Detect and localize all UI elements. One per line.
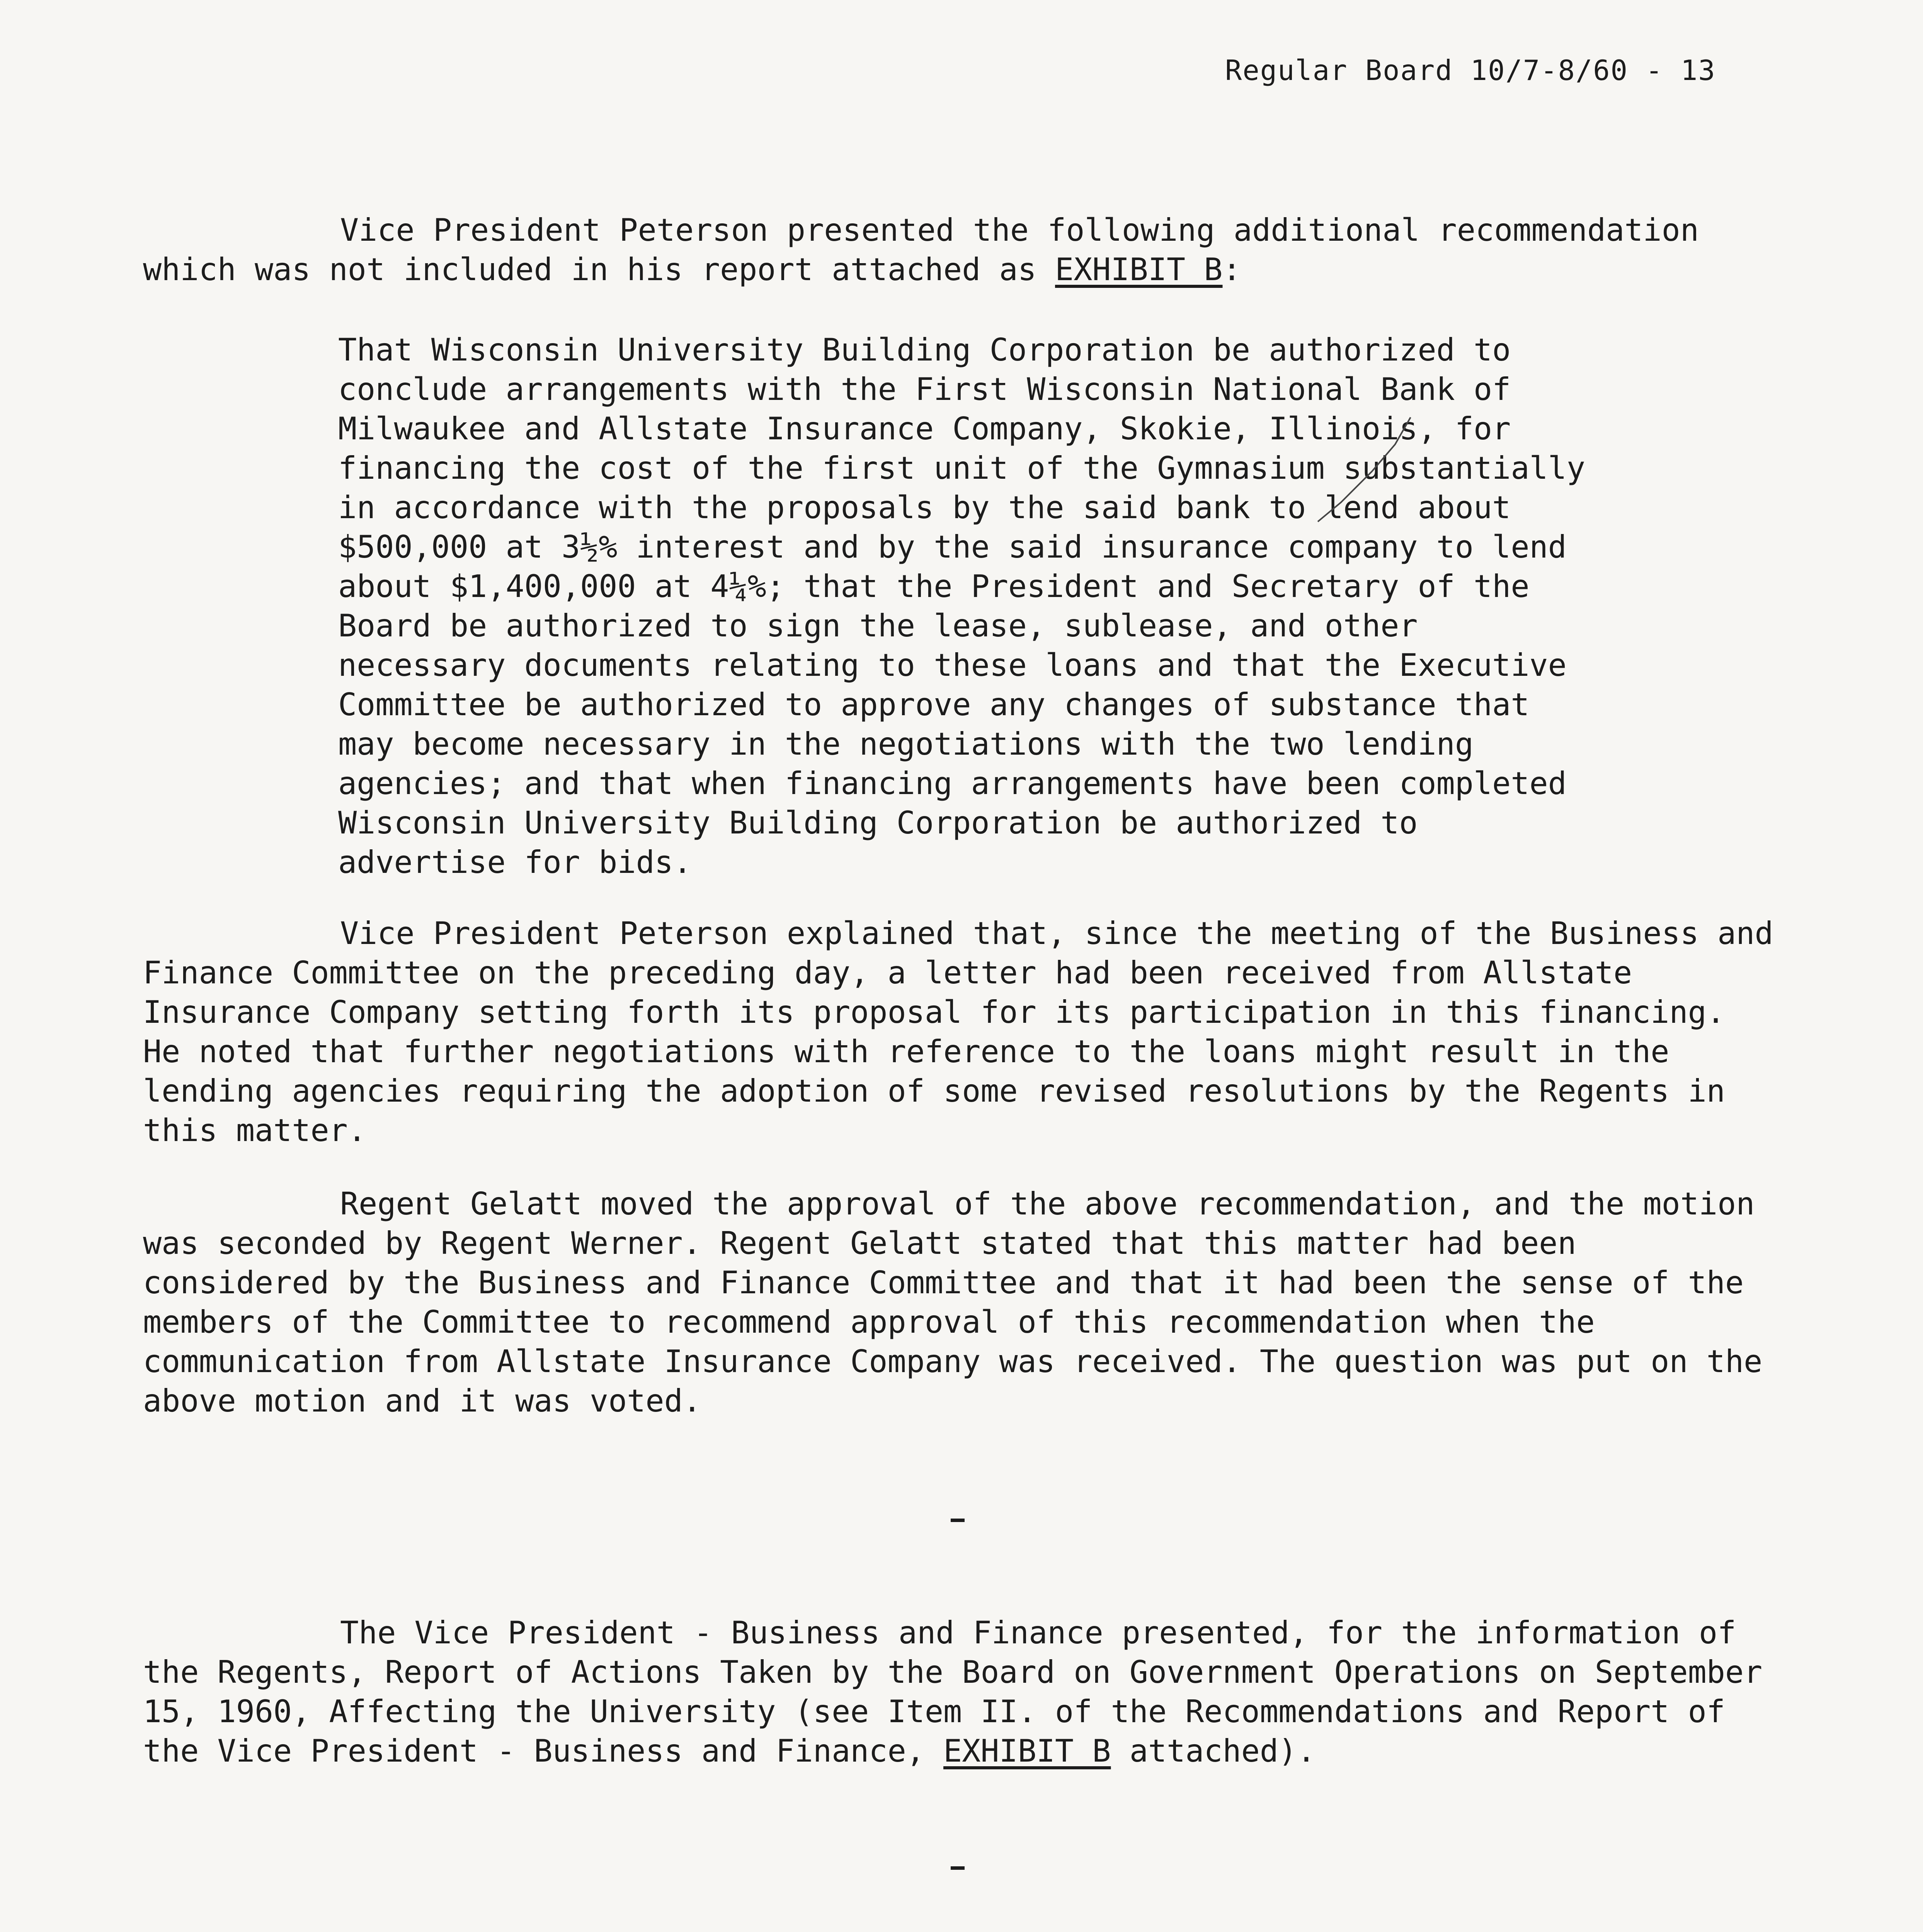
recommendation-block: That Wisconsin University Building Corporation be authorized to conclude arrangements with the First Wisconsin National Bank of Milwaukee and Allstate Insurance Company, Skokie, Illinois, for financing the cost of the first unit of the Gymnasium substantially in accordance with the proposals by the said bank to lend about $500,000 at 3½% interest and by the said insurance company to lend about $1,400,000 at 4¼%; that the President and Secretary of the Board be authorized to sign the lease, sublease, and other necessary documents relating to these loans and that the Executive Committee be authorized to approve any changes of substance that may become necessary in the negotiations with the two lending agencies; and that when financing arrangements have been completed Wisconsin University Building Corporation be authorized to advertise for bids. [338, 332, 1585, 880]
report-text-end: attached). [1111, 1733, 1316, 1769]
motion-text: Regent Gelatt moved the approval of the above recommendation, and the motion was seconded by Regent Werner. Regent Gelatt stated that this matter had been considered by the Business and Finance Committee and that it had been the sense of the members of the Committee to recommend approval of this recommendation when the communication from Allstate Insurance Company was received. The question was put on the above motion and it was voted. [143, 1186, 1763, 1419]
intro-text: Vice President Peterson presented the following additional recommendation which was not included in his report attached as [143, 212, 1699, 287]
intro-colon: : [1222, 252, 1241, 287]
section-separator [951, 1866, 965, 1870]
section-separator [951, 1519, 965, 1522]
paragraph-introduction [143, 211, 1774, 289]
report-text: The Vice President - Business and Finance presented, for the information of the Regents, Report of Actions Taken by the Board on Government Operations on September 15, 1960, Affecting the University (see Item II. of the Recommendations and Report of the Vice President - Business and Finance, [143, 1615, 1763, 1769]
exhibit-reference: EXHIBIT B [943, 1733, 1111, 1769]
paragraph-report-government-operations [143, 1613, 1774, 1771]
explanation-text: Vice President Peterson explained that, since the meeting of the Business and Finance Committee on the preceding day, a letter had been received from Allstate Insurance Company setting forth its proposal for its participation in this financing. He noted that further negotiations with reference to the loans might result in the lending agencies requiring the adoption of some revised resolutions by the Regents in this matter. [143, 915, 1773, 1148]
paragraph-explanation [143, 914, 1774, 1150]
paragraph-motion [143, 1184, 1774, 1421]
pen-stroke-mark [1295, 410, 1434, 526]
exhibit-reference: EXHIBIT B [1055, 252, 1223, 287]
running-header: Regular Board 10/7-8/60 - 13 [1225, 54, 1716, 87]
